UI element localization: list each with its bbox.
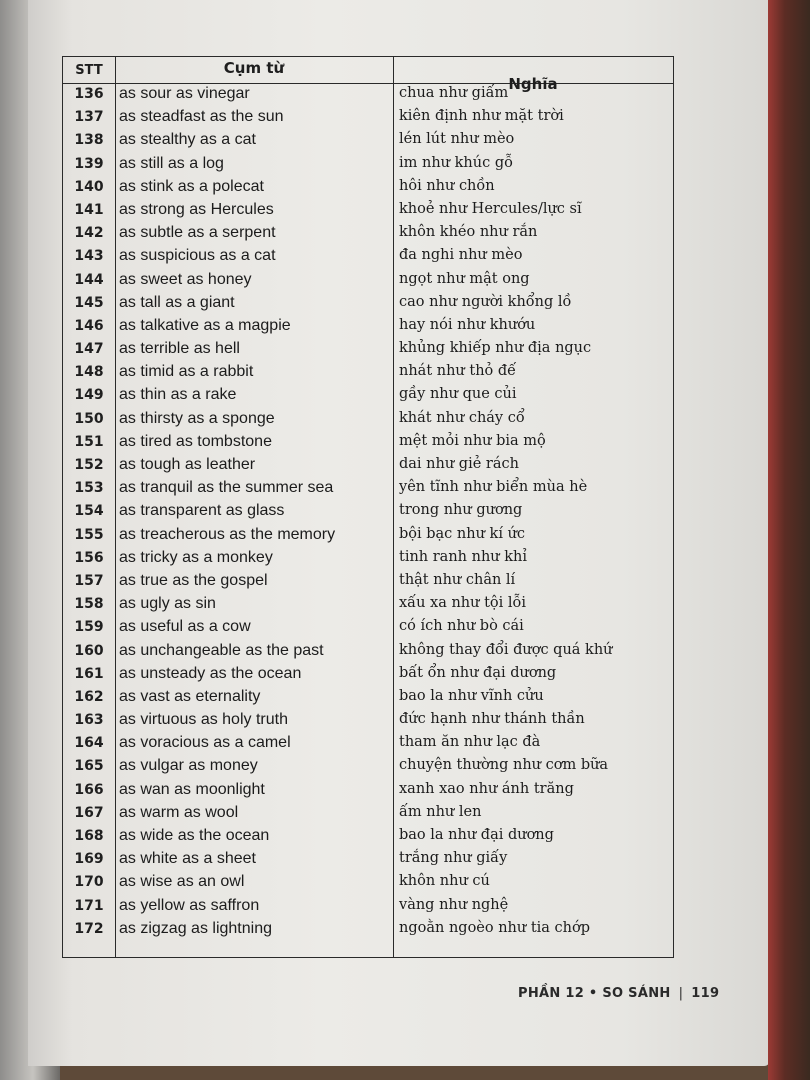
row-phrase: as subtle as a serpent <box>119 224 276 242</box>
row-meaning: mệt mỏi như bia mộ <box>399 432 546 449</box>
row-meaning: xanh xao như ánh trăng <box>399 780 574 797</box>
table-body <box>63 83 673 957</box>
row-number: 136 <box>74 86 104 102</box>
row-phrase: as strong as Hercules <box>119 200 274 218</box>
row-phrase: as tough as leather <box>119 456 256 473</box>
row-number: 163 <box>74 712 104 729</box>
table-row <box>63 686 673 709</box>
table-row <box>63 361 673 384</box>
row-phrase: as vulgar as money <box>119 757 258 775</box>
row-phrase: as treacherous as the memory <box>119 525 336 543</box>
row-number: 155 <box>74 526 104 543</box>
row-meaning: yên tĩnh như biển mùa hè <box>399 479 588 496</box>
row-number: 148 <box>74 364 104 381</box>
row-number: 151 <box>74 433 104 450</box>
row-phrase: as true as the gospel <box>119 571 268 589</box>
row-phrase: as tired as tombstone <box>119 432 272 450</box>
row-meaning: hôi như chồn <box>399 177 495 194</box>
row-number: 159 <box>74 619 104 636</box>
table-row <box>63 663 673 686</box>
row-phrase: as wan as moonlight <box>119 780 265 798</box>
table-row <box>63 384 673 407</box>
table-row <box>63 500 673 523</box>
row-meaning: im như khúc gỗ <box>399 154 513 171</box>
table-row <box>63 245 673 268</box>
row-meaning: đa nghi như mèo <box>399 247 523 264</box>
row-phrase: as unsteady as the ocean <box>119 664 302 682</box>
page-number: 119 <box>691 986 720 1001</box>
row-phrase: as terrible as hell <box>119 340 240 358</box>
table-row <box>63 871 673 894</box>
row-meaning: chua như giấm <box>399 85 509 101</box>
row-meaning: bao la như vĩnh cửu <box>399 687 544 704</box>
row-number: 139 <box>74 155 104 172</box>
row-meaning: ngoằn ngoèo như tia chớp <box>399 919 591 936</box>
row-number: 156 <box>74 549 104 566</box>
row-phrase: as stealthy as a cat <box>119 131 256 149</box>
row-number: 146 <box>74 317 104 334</box>
row-number: 153 <box>74 480 104 497</box>
table-row <box>63 222 673 245</box>
row-phrase: as unchangeable as the past <box>119 641 324 659</box>
table-row <box>63 269 673 292</box>
row-phrase: as tricky as a monkey <box>119 548 273 566</box>
table-row <box>63 83 673 106</box>
table-row <box>63 129 673 152</box>
table-row <box>63 547 673 570</box>
row-phrase: as tranquil as the summer sea <box>119 479 334 497</box>
row-number: 138 <box>74 132 104 149</box>
section-title: PHẦN 12 • SO SÁNH <box>518 986 671 1001</box>
row-number: 167 <box>74 804 104 821</box>
row-phrase: as wise as an owl <box>119 873 245 891</box>
table-row <box>63 570 673 593</box>
row-phrase: as timid as a rabbit <box>119 363 254 381</box>
row-number: 162 <box>74 688 104 705</box>
row-number: 143 <box>74 248 104 265</box>
row-meaning: có ích như bò cái <box>399 618 524 635</box>
header-meaning: Nghĩa <box>508 75 558 93</box>
table-row <box>63 779 673 802</box>
row-meaning: xấu xa như tội lỗi <box>399 595 527 612</box>
table-row <box>63 153 673 176</box>
row-number: 145 <box>74 294 104 311</box>
row-meaning: nhát như thỏ đế <box>399 363 517 380</box>
row-phrase: as yellow as saffron <box>119 896 260 914</box>
row-meaning: trong như gương <box>399 502 523 519</box>
row-meaning: khát như cháy cổ <box>399 409 525 426</box>
table-row <box>63 454 673 477</box>
table-row <box>63 593 673 616</box>
row-meaning: khôn như cú <box>399 873 490 890</box>
table-row <box>63 895 673 918</box>
row-meaning: lén lút như mèo <box>399 131 515 148</box>
row-meaning: tham ăn như lạc đà <box>399 734 541 751</box>
row-phrase: as suspicious as a cat <box>119 247 276 265</box>
row-number: 147 <box>74 341 104 358</box>
table-row <box>63 825 673 848</box>
row-number: 160 <box>74 642 104 659</box>
row-number: 154 <box>74 503 104 520</box>
row-phrase: as useful as a cow <box>119 618 251 636</box>
table-row <box>63 477 673 500</box>
row-meaning: đức hạnh như thánh thần <box>399 711 585 728</box>
row-phrase: as warm as wool <box>119 803 239 821</box>
row-meaning: khủng khiếp như địa ngục <box>399 340 592 357</box>
page-footer <box>518 986 719 1001</box>
header-stt: STT <box>75 63 103 78</box>
row-number: 164 <box>74 735 104 752</box>
row-meaning: chuyện thường như cơm bữa <box>399 757 609 774</box>
row-meaning: vàng như nghệ <box>399 896 509 913</box>
row-phrase: as talkative as a magpie <box>119 316 291 334</box>
row-meaning: thật như chân lí <box>399 571 516 588</box>
row-phrase: as transparent as glass <box>119 502 285 520</box>
row-phrase: as still as a log <box>119 154 224 172</box>
row-phrase: as tall as a giant <box>119 293 235 311</box>
row-phrase: as sour as vinegar <box>119 85 250 102</box>
table-row <box>63 755 673 778</box>
row-number: 172 <box>74 920 104 937</box>
row-meaning: khôn khéo như rắn <box>399 224 538 241</box>
row-meaning: không thay đổi được quá khứ <box>399 641 613 658</box>
table-row <box>63 431 673 454</box>
row-phrase: as sweet as honey <box>119 270 252 288</box>
row-number: 171 <box>74 897 104 914</box>
row-phrase: as virtuous as holy truth <box>119 711 288 729</box>
row-meaning: bao la như đại dương <box>399 827 554 843</box>
row-number: 169 <box>74 851 104 868</box>
row-number: 170 <box>74 874 104 891</box>
row-meaning: trắng như giấy <box>399 850 508 867</box>
row-meaning: tinh ranh như khỉ <box>399 548 528 565</box>
row-meaning: kiên định như mặt trời <box>399 108 564 125</box>
row-number: 152 <box>74 457 104 473</box>
row-meaning: hay nói như khướu <box>399 316 536 333</box>
row-number: 150 <box>74 410 104 427</box>
book-cover-edge <box>768 0 810 1080</box>
row-meaning: bất ổn như đại dương <box>399 664 557 681</box>
row-meaning: ấm như len <box>399 803 482 820</box>
row-number: 149 <box>74 387 104 404</box>
table-row <box>63 106 673 129</box>
footer-separator: | <box>678 986 684 1001</box>
row-phrase: as voracious as a camel <box>119 734 291 752</box>
table-row <box>63 709 673 732</box>
row-phrase: as stink as a polecat <box>119 177 264 195</box>
table-row <box>63 408 673 431</box>
row-number: 144 <box>74 271 104 288</box>
row-number: 168 <box>74 828 104 844</box>
row-phrase: as white as a sheet <box>119 850 256 868</box>
vocabulary-table <box>62 56 674 958</box>
row-phrase: as wide as the ocean <box>119 827 270 844</box>
row-phrase: as thirsty as a sponge <box>119 409 275 427</box>
row-phrase: as ugly as sin <box>119 595 216 613</box>
row-meaning: cao như người khổng lồ <box>399 293 572 310</box>
row-meaning: gầy như que củi <box>399 386 517 403</box>
row-number: 161 <box>74 665 104 682</box>
row-number: 142 <box>74 225 104 242</box>
table-row <box>63 616 673 639</box>
row-number: 166 <box>74 781 104 798</box>
header-phrase: Cụm từ <box>223 59 285 77</box>
row-number: 158 <box>74 596 104 613</box>
row-meaning: dai như giẻ rách <box>399 456 519 472</box>
table-row <box>63 176 673 199</box>
row-number: 141 <box>74 201 104 218</box>
row-phrase: as thin as a rake <box>119 386 237 404</box>
row-meaning: khoẻ như Hercules/lực sĩ <box>399 200 582 217</box>
table-row <box>63 640 673 663</box>
table-row <box>63 338 673 361</box>
table-row <box>63 199 673 222</box>
table-row <box>63 802 673 825</box>
row-phrase: as steadfast as the sun <box>119 108 284 126</box>
table-row <box>63 315 673 338</box>
row-meaning: ngọt như mật ong <box>399 270 530 287</box>
row-phrase: as zigzag as lightning <box>119 919 272 937</box>
row-number: 137 <box>74 109 104 126</box>
row-number: 140 <box>74 178 104 195</box>
table-row <box>63 732 673 755</box>
table-row <box>63 918 673 941</box>
row-number: 157 <box>74 572 104 589</box>
row-phrase: as vast as eternality <box>119 687 261 705</box>
table-row <box>63 524 673 547</box>
table-row <box>63 292 673 315</box>
row-meaning: bội bạc như kí ức <box>399 525 526 542</box>
table-row <box>63 848 673 871</box>
row-number: 165 <box>74 758 104 775</box>
